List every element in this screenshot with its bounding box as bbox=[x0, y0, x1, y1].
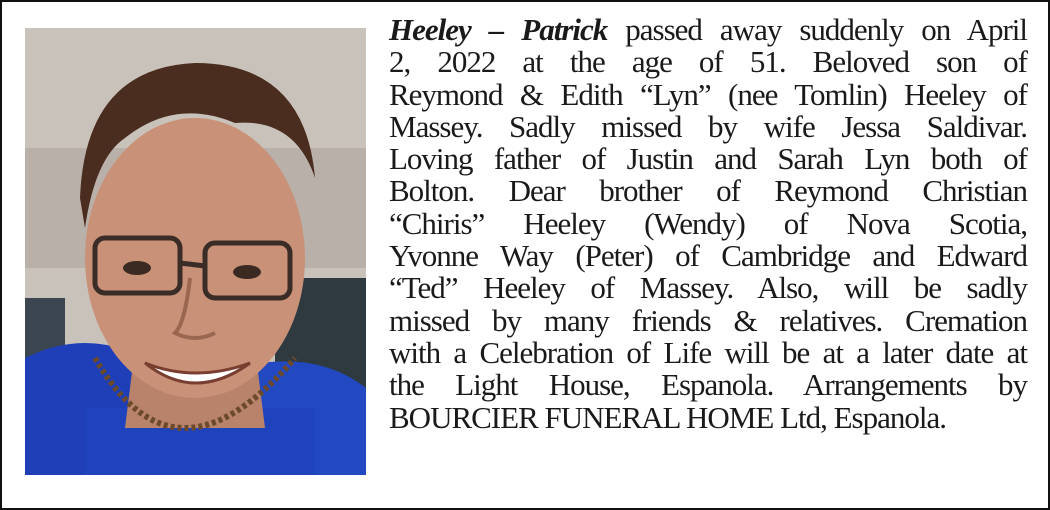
portrait-photo bbox=[25, 28, 366, 475]
obituary-line: the Light House, Espanola. Arrangements by bbox=[389, 367, 1027, 403]
obituary-line: “Ted” Heeley of Massey. Also, will be sadly bbox=[389, 270, 1027, 306]
obituary-line: 2, 2022 at the age of 51. Beloved son of bbox=[389, 44, 1027, 80]
obituary-line: Yvonne Way (Peter) of Cambridge and Edward bbox=[389, 238, 1027, 274]
obituary-line: Heeley – Patrick passed away suddenly on April bbox=[389, 12, 1028, 47]
obituary-text bbox=[389, 14, 1027, 434]
portrait-illustration bbox=[25, 28, 366, 475]
obituary-line: “Chiris” Heeley (Wendy) of Nova Scotia, bbox=[389, 205, 1027, 241]
obituary-line: Bolton. Dear brother of Reymond Christian bbox=[389, 173, 1027, 209]
obituary-line: missed by many friends & relatives. Cremation bbox=[389, 302, 1027, 338]
obituary-line: Reymond & Edith “Lyn” (nee Tomlin) Heeley of bbox=[389, 76, 1027, 112]
obituary-line: Loving father of Justin and Sarah Lyn both of bbox=[389, 141, 1027, 177]
obituary-line: with a Celebration of Life will be at a later date at bbox=[389, 334, 1027, 370]
obituary-line: BOURCIER FUNERAL HOME Ltd, Espanola. bbox=[389, 399, 946, 435]
deceased-name: Heeley – Patrick bbox=[389, 12, 608, 47]
obituary-line: Massey. Sadly missed by wife Jessa Saldivar. bbox=[389, 108, 1027, 144]
